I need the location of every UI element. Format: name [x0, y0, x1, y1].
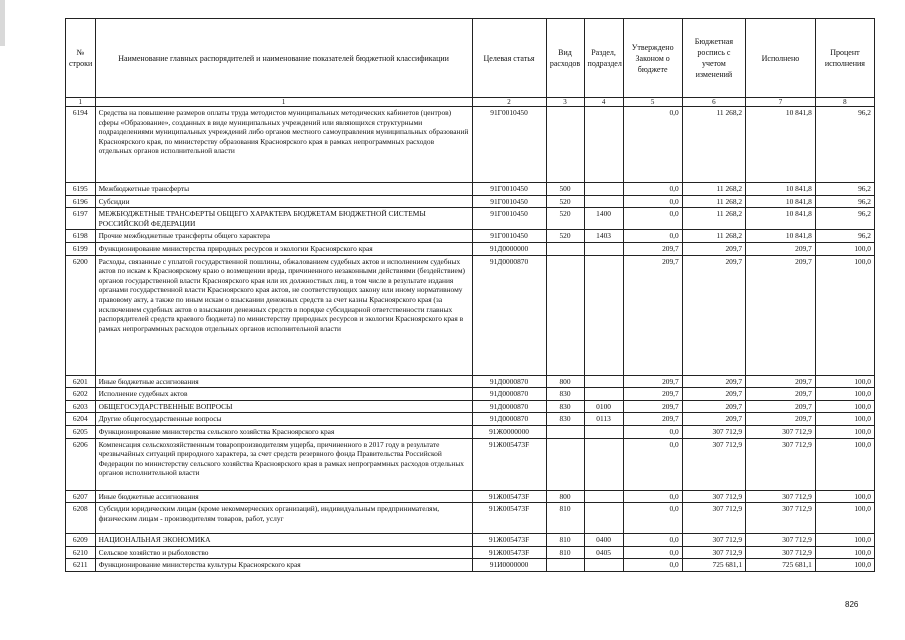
row-name: Функционирование министерства культуры Красноярского края [95, 559, 472, 572]
execution-percent: 96,2 [815, 195, 874, 208]
approved-amount: 0,0 [623, 195, 682, 208]
header-target-article: Целевая статья [472, 19, 546, 98]
row-number: 6207 [66, 490, 96, 503]
table-row [66, 413, 875, 426]
row-name: Сельское хозяйство и рыболовство [95, 546, 472, 559]
target-article: 91Д0000000 [472, 242, 546, 255]
roster-amount: 725 681,1 [682, 559, 745, 572]
row-number: 6204 [66, 413, 96, 426]
column-number: 8 [815, 98, 874, 107]
row-number: 6197 [66, 208, 96, 230]
column-number: 7 [746, 98, 816, 107]
table-row [66, 546, 875, 559]
expense-type [546, 107, 584, 183]
row-number: 6198 [66, 230, 96, 243]
executed-amount: 209,7 [746, 400, 816, 413]
execution-percent: 100,0 [815, 388, 874, 401]
section-code: 0405 [584, 546, 623, 559]
target-article: 91И0000000 [472, 559, 546, 572]
roster-amount: 11 268,2 [682, 107, 745, 183]
target-article: 91Ж005473F [472, 534, 546, 547]
row-name: Исполнение судебных актов [95, 388, 472, 401]
roster-amount: 11 268,2 [682, 208, 745, 230]
roster-amount: 209,7 [682, 388, 745, 401]
approved-amount: 0,0 [623, 438, 682, 490]
approved-amount: 209,7 [623, 242, 682, 255]
roster-amount: 209,7 [682, 375, 745, 388]
execution-percent: 100,0 [815, 375, 874, 388]
approved-amount: 209,7 [623, 375, 682, 388]
row-name: Компенсация сельскохозяйственным товаропроизводителям ущерба, причиненного в 2017 году в результате чрезвычайных ситуаций природного характера, за счет средств резервного фонда Правительства Российской Федерации по министерству сельского хозяйства Красноярского края в рамках непрограммных расходов отдельных органов исполнительной власти [95, 438, 472, 490]
header-roster: Бюджетная роспись с учетом изменений [682, 19, 745, 98]
executed-amount: 10 841,8 [746, 183, 816, 196]
header-approved: Утверждено Законом о бюджете [623, 19, 682, 98]
approved-amount: 209,7 [623, 413, 682, 426]
expense-type: 500 [546, 183, 584, 196]
approved-amount: 0,0 [623, 107, 682, 183]
header-section: Раздел, подраздел [584, 19, 623, 98]
target-article: 91Д0000870 [472, 375, 546, 388]
execution-percent: 100,0 [815, 438, 874, 490]
header-executed: Исполнено [746, 19, 816, 98]
column-number: 2 [472, 98, 546, 107]
section-code [584, 388, 623, 401]
section-code: 1400 [584, 208, 623, 230]
column-number: 1 [66, 98, 96, 107]
execution-percent: 100,0 [815, 534, 874, 547]
row-name: Функционирование министерства сельского хозяйства Красноярского края [95, 425, 472, 438]
roster-amount: 11 268,2 [682, 230, 745, 243]
row-number: 6210 [66, 546, 96, 559]
target-article: 91Г0010450 [472, 107, 546, 183]
executed-amount: 307 712,9 [746, 546, 816, 559]
target-article: 91Г0010450 [472, 208, 546, 230]
roster-amount: 307 712,9 [682, 425, 745, 438]
column-number: 6 [682, 98, 745, 107]
section-code [584, 559, 623, 572]
section-code [584, 242, 623, 255]
row-name: Средства на повышение размеров оплаты труда методистов муниципальных методических кабинетов (центров) сферы «Образование», созданных в виде муниципальных учреждений или являющихся структурными подразделениями муниципальных учреждений либо органов местного самоуправления муниципальных образований Красноярского края, по министерству образования Красноярского края в рамках непрограммных расходов отдельных органов исполнительной власти [95, 107, 472, 183]
execution-percent: 100,0 [815, 490, 874, 503]
executed-amount: 10 841,8 [746, 195, 816, 208]
section-code [584, 183, 623, 196]
header-row [66, 19, 875, 98]
row-name: ОБЩЕГОСУДАРСТВЕННЫЕ ВОПРОСЫ [95, 400, 472, 413]
row-number: 6201 [66, 375, 96, 388]
row-number: 6200 [66, 255, 96, 375]
executed-amount: 307 712,9 [746, 503, 816, 534]
row-number: 6211 [66, 559, 96, 572]
approved-amount: 0,0 [623, 230, 682, 243]
column-number: 5 [623, 98, 682, 107]
executed-amount: 209,7 [746, 413, 816, 426]
execution-percent: 100,0 [815, 255, 874, 375]
executed-amount: 209,7 [746, 388, 816, 401]
expense-type: 520 [546, 208, 584, 230]
roster-amount: 11 268,2 [682, 183, 745, 196]
section-code [584, 425, 623, 438]
column-number: 4 [584, 98, 623, 107]
approved-amount: 0,0 [623, 559, 682, 572]
section-code: 0100 [584, 400, 623, 413]
table-row [66, 230, 875, 243]
expense-type: 800 [546, 375, 584, 388]
approved-amount: 0,0 [623, 503, 682, 534]
table-row [66, 208, 875, 230]
approved-amount: 209,7 [623, 255, 682, 375]
row-number: 6195 [66, 183, 96, 196]
row-number: 6199 [66, 242, 96, 255]
table-row [66, 438, 875, 490]
approved-amount: 209,7 [623, 388, 682, 401]
expense-type: 810 [546, 546, 584, 559]
roster-amount: 209,7 [682, 242, 745, 255]
section-code: 0400 [584, 534, 623, 547]
section-code [584, 503, 623, 534]
approved-amount: 0,0 [623, 183, 682, 196]
table-row [66, 255, 875, 375]
approved-amount: 209,7 [623, 400, 682, 413]
execution-percent: 96,2 [815, 208, 874, 230]
row-name: Субсидии [95, 195, 472, 208]
roster-amount: 307 712,9 [682, 490, 745, 503]
table-row [66, 388, 875, 401]
executed-amount: 10 841,8 [746, 208, 816, 230]
target-article: 91Г0010450 [472, 195, 546, 208]
target-article: 91Ж005473F [472, 438, 546, 490]
expense-type [546, 559, 584, 572]
table-row [66, 195, 875, 208]
approved-amount: 0,0 [623, 490, 682, 503]
table-row [66, 534, 875, 547]
row-number: 6196 [66, 195, 96, 208]
executed-amount: 209,7 [746, 375, 816, 388]
executed-amount: 307 712,9 [746, 438, 816, 490]
execution-percent: 100,0 [815, 400, 874, 413]
scan-edge-mark [0, 0, 5, 46]
target-article: 91Д0000870 [472, 388, 546, 401]
executed-amount: 10 841,8 [746, 107, 816, 183]
column-number: 1 [95, 98, 472, 107]
table-row [66, 490, 875, 503]
header-percent: Процент исполнения [815, 19, 874, 98]
execution-percent: 100,0 [815, 503, 874, 534]
table-row [66, 375, 875, 388]
execution-percent: 100,0 [815, 413, 874, 426]
approved-amount: 0,0 [623, 534, 682, 547]
target-article: 91Ж005473F [472, 490, 546, 503]
approved-amount: 0,0 [623, 208, 682, 230]
expense-type [546, 242, 584, 255]
execution-percent: 96,2 [815, 183, 874, 196]
row-number: 6194 [66, 107, 96, 183]
target-article: 91Д0000870 [472, 400, 546, 413]
row-number: 6205 [66, 425, 96, 438]
row-name: Прочие межбюджетные трансферты общего характера [95, 230, 472, 243]
expense-type: 810 [546, 534, 584, 547]
row-name: Расходы, связанные с уплатой государственной пошлины, обжалованием судебных актов и исполнением судебных актов по искам к Красноярскому краю о возмещении вреда, причиненного незаконными действиями (бездействием) органов государственной власти Красноярского края или их должностных лиц, в том числе в результате издания органами государственной власти Красноярского края актов, не соответствующих закону или иному нормативному правовому акту, а также по иным искам о взыскании денежных средств за счет казны Красноярского края (за исключением судебных актов о взыскании денежных средств в порядке субсидиарной ответственности главных распорядителей средств краевого бюджета) по министерству природных ресурсов и экологии Красноярского края в рамках непрограммных расходов отдельных органов исполнительной власти [95, 255, 472, 375]
table-row [66, 183, 875, 196]
row-name: Функционирование министерства природных ресурсов и экологии Красноярского края [95, 242, 472, 255]
expense-type [546, 425, 584, 438]
executed-amount: 307 712,9 [746, 534, 816, 547]
executed-amount: 307 712,9 [746, 490, 816, 503]
table-row [66, 559, 875, 572]
row-number: 6206 [66, 438, 96, 490]
row-name: Другие общегосударственные вопросы [95, 413, 472, 426]
executed-amount: 209,7 [746, 242, 816, 255]
table-row [66, 400, 875, 413]
approved-amount: 0,0 [623, 546, 682, 559]
row-name: Иные бюджетные ассигнования [95, 490, 472, 503]
roster-amount: 209,7 [682, 255, 745, 375]
expense-type: 800 [546, 490, 584, 503]
row-name: МЕЖБЮДЖЕТНЫЕ ТРАНСФЕРТЫ ОБЩЕГО ХАРАКТЕРА БЮДЖЕТАМ БЮДЖЕТНОЙ СИСТЕМЫ РОССИЙСКОЙ ФЕДЕРАЦИИ [95, 208, 472, 230]
roster-amount: 307 712,9 [682, 438, 745, 490]
expense-type: 830 [546, 413, 584, 426]
row-number: 6209 [66, 534, 96, 547]
page-number: 826 [845, 600, 859, 609]
section-code [584, 195, 623, 208]
executed-amount: 10 841,8 [746, 230, 816, 243]
executed-amount: 307 712,9 [746, 425, 816, 438]
expense-type [546, 438, 584, 490]
roster-amount: 307 712,9 [682, 534, 745, 547]
header-name: Наименование главных распорядителей и наименование показателей бюджетной классификации [95, 19, 472, 98]
execution-percent: 96,2 [815, 107, 874, 183]
row-number: 6202 [66, 388, 96, 401]
expense-type: 830 [546, 400, 584, 413]
target-article: 91Ж005473F [472, 503, 546, 534]
roster-amount: 209,7 [682, 400, 745, 413]
row-name: НАЦИОНАЛЬНАЯ ЭКОНОМИКА [95, 534, 472, 547]
budget-execution-table [65, 18, 875, 572]
column-number: 3 [546, 98, 584, 107]
expense-type: 520 [546, 230, 584, 243]
roster-amount: 209,7 [682, 413, 745, 426]
target-article: 91Ж0000000 [472, 425, 546, 438]
section-code: 0113 [584, 413, 623, 426]
section-code [584, 255, 623, 375]
executed-amount: 209,7 [746, 255, 816, 375]
section-code: 1403 [584, 230, 623, 243]
row-name: Иные бюджетные ассигнования [95, 375, 472, 388]
target-article: 91Г0010450 [472, 183, 546, 196]
section-code [584, 438, 623, 490]
table-row [66, 425, 875, 438]
execution-percent: 100,0 [815, 425, 874, 438]
execution-percent: 100,0 [815, 242, 874, 255]
roster-amount: 11 268,2 [682, 195, 745, 208]
column-number-row [66, 98, 875, 107]
header-row-number: № строки [66, 19, 96, 98]
section-code [584, 107, 623, 183]
expense-type [546, 255, 584, 375]
execution-percent: 96,2 [815, 230, 874, 243]
target-article: 91Д0000870 [472, 255, 546, 375]
header-expense-type: Вид расходов [546, 19, 584, 98]
execution-percent: 100,0 [815, 559, 874, 572]
target-article: 91Д0000870 [472, 413, 546, 426]
target-article: 91Ж005473F [472, 546, 546, 559]
row-number: 6203 [66, 400, 96, 413]
row-number: 6208 [66, 503, 96, 534]
execution-percent: 100,0 [815, 546, 874, 559]
expense-type: 520 [546, 195, 584, 208]
roster-amount: 307 712,9 [682, 503, 745, 534]
table-row [66, 242, 875, 255]
section-code [584, 375, 623, 388]
roster-amount: 307 712,9 [682, 546, 745, 559]
row-name: Межбюджетные трансферты [95, 183, 472, 196]
target-article: 91Г0010450 [472, 230, 546, 243]
expense-type: 810 [546, 503, 584, 534]
table-row [66, 107, 875, 183]
expense-type: 830 [546, 388, 584, 401]
approved-amount: 0,0 [623, 425, 682, 438]
section-code [584, 490, 623, 503]
row-name: Субсидии юридическим лицам (кроме некоммерческих организаций), индивидуальным предпринимателям, физическим лицам - производителям товаров, работ, услуг [95, 503, 472, 534]
executed-amount: 725 681,1 [746, 559, 816, 572]
table-row [66, 503, 875, 534]
